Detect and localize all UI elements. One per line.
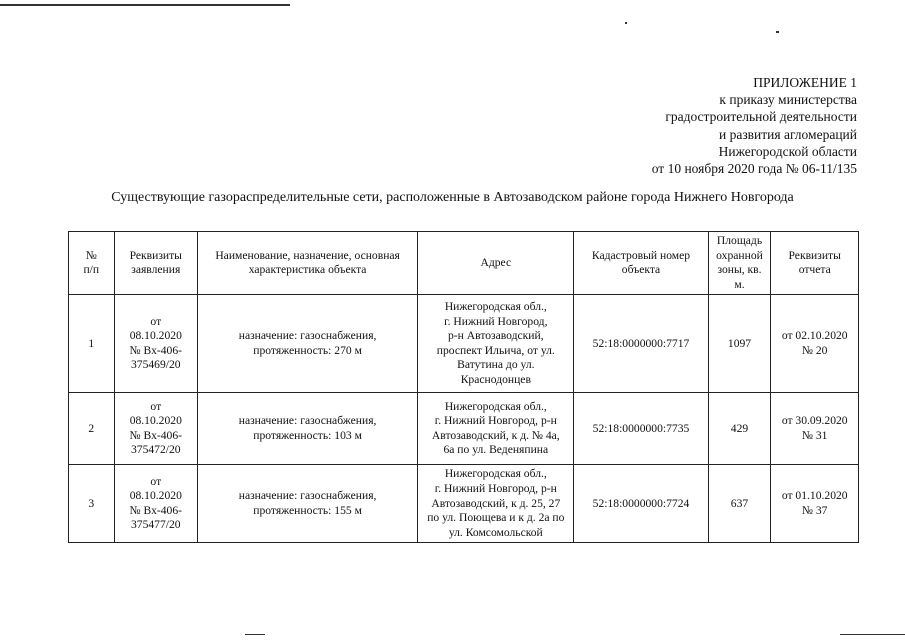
gas-network-table: [68, 231, 859, 543]
cell-name: назначение: газоснабжения, протяженность: 270 м: [197, 295, 417, 393]
scan-artifact-dot: [776, 31, 779, 33]
table-row: [69, 393, 859, 465]
cell-cadastral: 52:18:0000000:7724: [574, 465, 708, 543]
scan-artifact-line: [0, 4, 290, 6]
cell-area: 1097: [708, 295, 771, 393]
cell-number: 2: [69, 393, 115, 465]
cell-report: от 30.09.2020 № 31: [771, 393, 859, 465]
table-header-row: [69, 232, 859, 295]
cell-area: 429: [708, 393, 771, 465]
header-line: от 10 ноября 2020 года № 06-11/135: [651, 161, 857, 177]
cell-name: назначение: газоснабжения, протяженность: 103 м: [197, 393, 417, 465]
cell-area: 637: [708, 465, 771, 543]
column-header-area: Площадь охранной зоны, кв. м.: [708, 232, 771, 295]
cell-request: от 08.10.2020 № Вх-406- 375469/20: [114, 295, 197, 393]
document-title: Существующие газораспределительные сети, расположенные в Автозаводском районе города Нижнего Новгорода: [111, 190, 794, 205]
cell-number: 3: [69, 465, 115, 543]
cell-report: от 01.10.2020 № 37: [771, 465, 859, 543]
cell-cadastral: 52:18:0000000:7717: [574, 295, 708, 393]
header-line: к приказу министерства: [719, 92, 857, 108]
column-header-number: № п/п: [69, 232, 115, 295]
cell-report: от 02.10.2020 № 20: [771, 295, 859, 393]
cell-cadastral: 52:18:0000000:7735: [574, 393, 708, 465]
cell-number: 1: [69, 295, 115, 393]
header-line: Нижегородской области: [718, 143, 857, 159]
column-header-name: Наименование, назначение, основная характеристика объекта: [197, 232, 417, 295]
header-line: градостроительной деятельности: [665, 109, 857, 125]
cell-address: Нижегородская обл., г. Нижний Новгород, р-н Автозаводский, проспект Ильича, от ул. Ватутина до ул. Краснодонцев: [418, 295, 574, 393]
scan-artifact-dot: [625, 22, 627, 24]
column-header-request: Реквизиты заявления: [114, 232, 197, 295]
cell-request: от 08.10.2020 № Вх-406- 375477/20: [114, 465, 197, 543]
cell-address: Нижегородская обл., г. Нижний Новгород, р-н Автозаводский, к д. № 4а, 6а по ул. Веденяпина: [418, 393, 574, 465]
column-header-cadastral: Кадастровый номер объекта: [574, 232, 708, 295]
column-header-address: Адрес: [418, 232, 574, 295]
cell-address: Нижегородская обл., г. Нижний Новгород, р-н Автозаводский, к д. 25, 27 по ул. Поющева и к д. 2а по ул. Комсомольской: [418, 465, 574, 543]
header-line: ПРИЛОЖЕНИЕ 1: [753, 75, 857, 90]
scan-artifact-line: [840, 634, 905, 635]
cell-name: назначение: газоснабжения, протяженность: 155 м: [197, 465, 417, 543]
column-header-report: Реквизиты отчета: [771, 232, 859, 295]
cell-request: от 08.10.2020 № Вх-406- 375472/20: [114, 393, 197, 465]
scan-artifact-line: [245, 634, 265, 635]
header-line: и развития агломераций: [718, 126, 857, 142]
table-row: [69, 295, 859, 393]
approval-header: [537, 74, 857, 177]
table-row: [69, 465, 859, 543]
